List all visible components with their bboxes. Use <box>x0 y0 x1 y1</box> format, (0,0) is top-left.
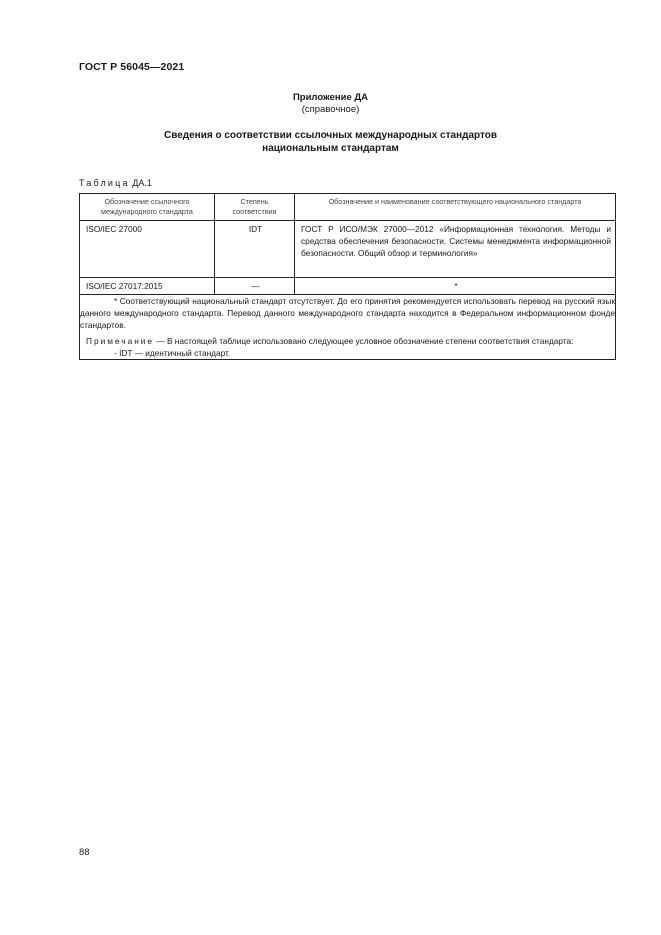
table-row <box>80 278 616 295</box>
header-designation: Обозначение ссылочного международного стандарта <box>80 194 215 221</box>
appendix-title: Приложение ДА <box>292 92 369 103</box>
table-caption-word: Таблица <box>79 178 130 188</box>
header-national: Обозначение и наименование соответствующего национального стандарта <box>295 194 616 221</box>
appendix-subtitle: (справочное) <box>301 104 360 115</box>
row-national: * <box>295 278 616 295</box>
section-title-line2: национальным стандартам <box>262 143 399 154</box>
note-item: - IDT — идентичный стандарт. <box>114 348 231 358</box>
table-footer-row <box>80 295 616 360</box>
correspondence-table <box>79 193 616 360</box>
table-row <box>80 221 616 278</box>
row-designation: ISO/IEC 27017:2015 <box>80 278 215 295</box>
table-header-row <box>80 194 616 221</box>
header-degree: Степень соответствия <box>215 194 295 221</box>
note-paragraph <box>80 335 615 347</box>
row-national: ГОСТ Р ИСО/МЭК 27000—2012 «Информационная технология. Методы и средства обеспечения безопасности. Системы менеджмента информационной безопасности. Общий обзор и терминология» <box>295 221 616 278</box>
row-designation: ISO/IEC 27000 <box>80 221 215 278</box>
section-title-line1: Сведения о соответствии ссылочных международных стандартов <box>163 130 498 141</box>
row-degree: IDT <box>215 221 295 278</box>
appendix-heading <box>0 92 661 116</box>
table-footer <box>80 295 616 360</box>
page-number: 88 <box>79 847 90 858</box>
note-text: — В настоящей таблице использовано следующее условное обозначение степени соответствия стандарта: <box>154 336 574 346</box>
table-caption <box>79 178 152 188</box>
footnote-text: * Соответствующий национальный стандарт отсутствует. До его принятия рекомендуется использовать перевод на русский язык данного международного стандарта. Перевод данного международного стандарта находится в Федеральном информационном фонде стандартов. <box>80 296 615 330</box>
section-title <box>0 129 661 155</box>
note-label: Примечание <box>86 336 155 346</box>
document-code: ГОСТ Р 56045—2021 <box>79 61 185 73</box>
row-degree: — <box>215 278 295 295</box>
table-caption-id: ДА.1 <box>132 178 152 188</box>
